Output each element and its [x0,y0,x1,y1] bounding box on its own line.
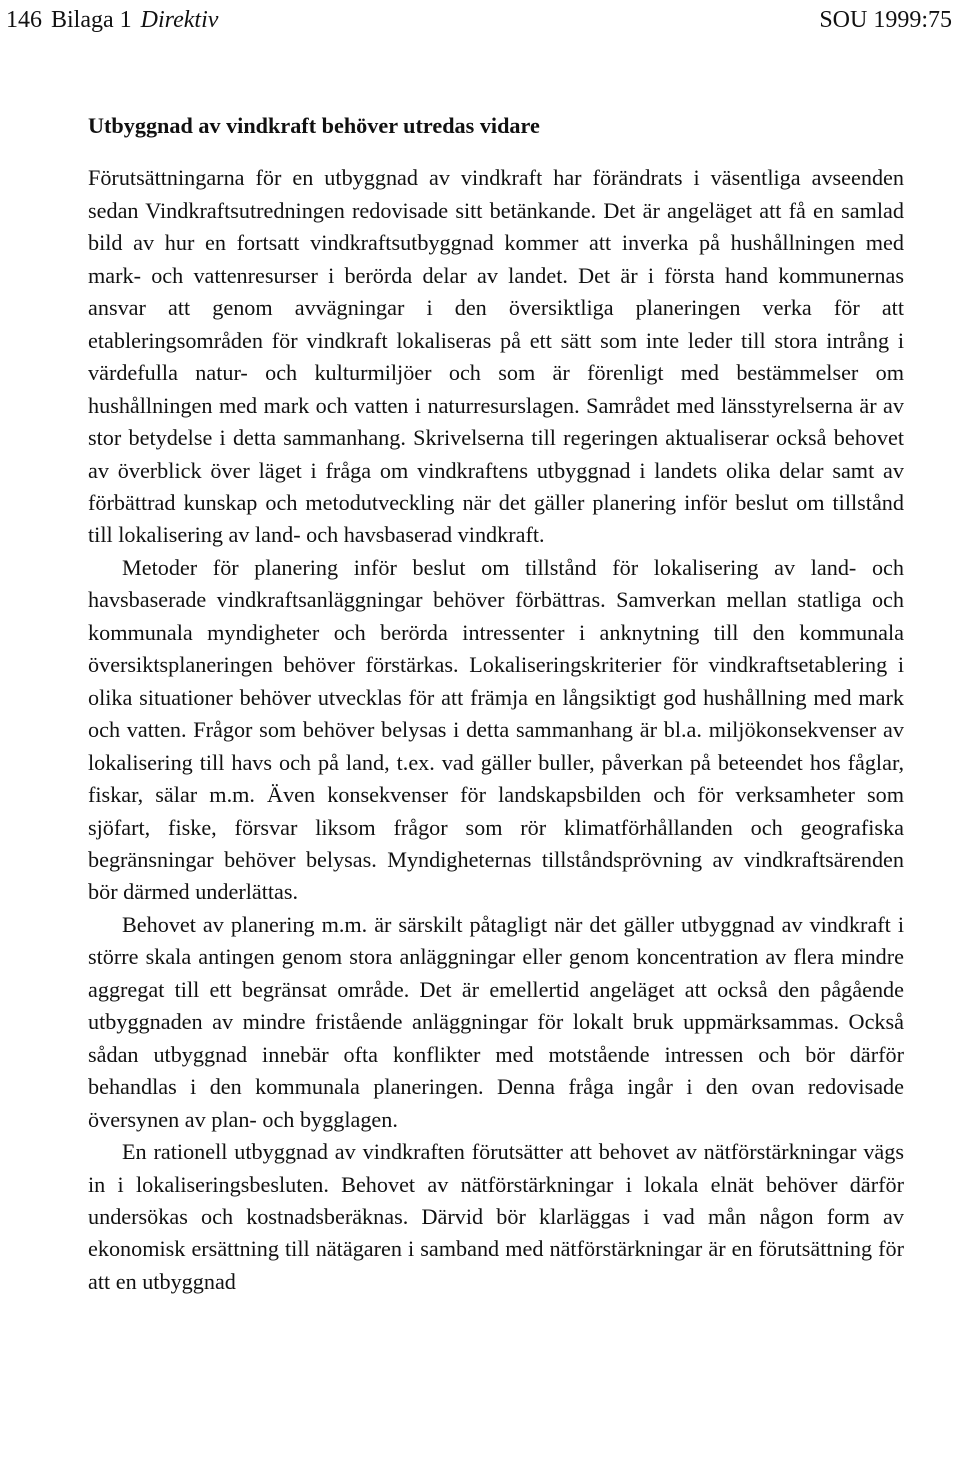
doc-type-label: Direktiv [140,7,219,33]
paragraph-3: Behovet av planering m.m. är särskilt påtagligt när det gäller utbyggnad av vindkraft i större skala antingen genom stora anläggningar eller genom koncentration av flera mindre aggregat till ett begränsat område. Det är emellertid angeläget att också den pågående utbyggnaden av mindre fristående anläggningar för lokalt bruk uppmärksammas. Också sådan utbyggnad innebär ofta konflikter med motstående intressen och bör därför behandlas i den kommunala planeringen. Denna fråga ingår i den ovan redovisade översynen av plan- och bygglagen. [88,911,904,1132]
running-header [6,2,952,38]
paragraph-4: En rationell utbyggnad av vindkraften förutsätter att behovet av nätförstärkningar vägs in i lokaliseringsbesluten. Behovet av nätförstärkningar i lokala elnät behöver därför undersökas och kostnadsberäknas. Därvid bör klarläggas i vad mån någon form av ekonomisk ersättning till nätägaren i samband med nätförstärkningar är en förutsättning för att en utbyggnad [88,1139,904,1294]
header-left [6,2,227,38]
body-text [88,110,904,1298]
appendix-label: Bilaga 1 [51,7,132,33]
page-number: 146 [6,7,42,33]
section-heading: Utbyggnad av vindkraft behöver utredas vidare [88,113,540,138]
paragraph-1: Förutsättningarna för en utbyggnad av vindkraft har förändrats i väsentliga avseenden sedan Vindkraftsutredningen redovisade sitt betänkande. Det är angeläget att få en samlad bild av hur en fortsatt vindkraftsutbyggnad kommer att inverka på hushållningen med mark- och vattenresurser i berörda delar av landet. Det är i första hand kommunernas ansvar att genom avvägningar i den översiktliga planeringen verka för att etableringsområden för vindkraft lokaliseras på ett sätt som inte leder till stora intrång i värdefulla natur- och kulturmiljöer och som är förenligt med bestämmelser om hushållningen med mark och vatten i naturresurslagen. Samrådet med länsstyrelserna är av stor betydelse i detta sammanhang. Skrivelserna till regeringen aktualiserar också behovet av överblick över läget i fråga om vindkraftens utbyggnad i landets olika delar samt av förbättrad kunskap och metodutveckling när det gäller planering inför beslut om tillstånd till lokalisering av land- och havsbaserad vindkraft. [88,165,904,548]
report-id: SOU 1999:75 [819,7,952,33]
paragraph-2: Metoder för planering inför beslut om tillstånd för lokalisering av land- och havsbaserade vindkraftsanläggningar behöver förbättras. Samverkan mellan statliga och kommunala myndigheter och berörda intressenter i anknytning till den kommunala översiktsplaneringen behöver förstärkas. Lokaliseringskriterier för vindkraftsetablering i olika situationer behöver utvecklas för att främja en långsiktigt god hushållning med mark och vatten. Frågor som behöver belysas i detta sammanhang är bl.a. miljökonsekvenser av lokalisering till havs och på land, t.ex. vad gäller buller, påverkan på beteendet hos fåglar, fiskar, sälar m.m. Även konsekvenser för landskapsbilden och för verksamheter som sjöfart, fiske, försvar liksom frågor som rör klimatförhållanden och geografiska begränsningar behöver belysas. Myndigheternas tillståndsprövning av vindkraftsärenden bör därmed underlättas. [88,554,904,905]
